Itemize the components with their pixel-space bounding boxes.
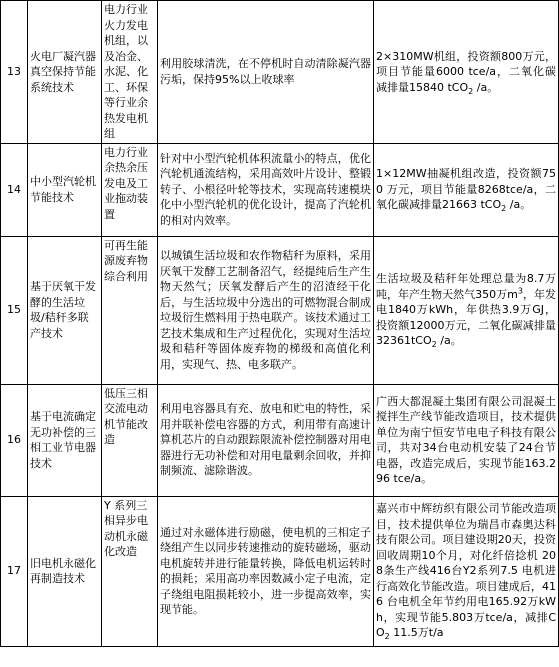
technology-description: 针对中小型汽轮机体积流量小的特点，优化汽轮机通流结构，采用高效叶片设计、整锻转子、小根径叶轮等技术，实现高转速模块化中小型汽轮机的优化设计，提高了汽轮机的相对内效率。 [158, 143, 374, 236]
row-number: 15 [1, 236, 28, 384]
case-study: 广西大都混凝土集团有限公司混凝土搅拌生产线节能改造项目，技术提供单位为南宁恒安节电电子科技有限公司，共对34台电动机安装了24台节电器，改造完成后，实现节能163.296 tce/a。 [374, 384, 559, 496]
application-field: 可再生能源废弃物综合利用 [102, 236, 158, 384]
technology-name: 基于电流确定无功补偿的三相工业节电器技术 [28, 384, 102, 496]
case-text-part: /a。 [506, 198, 532, 212]
case-study [374, 496, 559, 646]
application-field: 电力行业余热余压发电及工业拖动装置 [102, 143, 158, 236]
case-text-part: 嘉兴市中辉纺织有限公司节能改造项目，技术提供单位为瑞昌市森奥达科技有限公司。项目建设期20天，投资回收周期10个月，对化纤倍捻机 208条生产线416台Y2系列7.5 电机进行高效化节能改造。项目建成后，416 台电机全年节约用电165.92万kWh，实现节能5.803万tce/a，减排CO [376, 502, 556, 640]
table-row [1, 1, 559, 144]
table-row [1, 496, 559, 646]
technology-description: 以城镇生活垃圾和农作物秸秆为原料，采用厌氧干发酵工艺制备沼气，经提纯后生产生物天然气；厌氧发酵后产生的沼渣经干化后，与生活垃圾中分选出的可燃物混合制成垃圾衍生燃料用于热电联产。该技术通过工艺技术集成和生产过程优化，实现对生活垃圾和秸秆等固体废弃物的梯级和高值化利用，实现气、热、电多联产。 [158, 236, 374, 384]
row-number: 17 [1, 496, 28, 646]
case-text-part: 11.5万t/a [389, 626, 444, 640]
case-study [374, 1, 559, 144]
case-text-part: 生活垃圾及秸秆年处理总量为8.7万吨，年产生物天然气350万m [376, 272, 556, 301]
application-field: 电力行业火力发电机组，以及冶金、水泥、化工、环保等行业余热发电机组 [102, 1, 158, 144]
case-text-part: ，年发电1840万kWh，年供热3.9万GJ，投资额12000万元，二氧化碳减排量32361tCO [376, 287, 556, 348]
application-field: 低压三相交流电动机节能改造 [102, 384, 158, 496]
technology-description: 利用胶球清洗，在不停机时自动清除凝汽器污垢，保持95%以上收球率 [158, 1, 374, 144]
table-row [1, 143, 559, 236]
table-row [1, 236, 559, 384]
row-number: 16 [1, 384, 28, 496]
technology-description: 通过对永磁体进行励磁，使电机的三相定子绕组产生以同步转速推动的旋转磁场，驱动电机旋转并进行能量转换，降低电机运转时的损耗；采用高功率因数减小定子电流，定子绕组电阻损耗较小，进一步提高效率，实现节能。 [158, 496, 374, 646]
technology-description: 利用电容器具有充、放电和贮电的特性，采用并联补偿电容器的方式，利用带有高速计算机芯片的自动跟踪限流补偿控制器对用电器进行无功补偿和对用电量剩余回收，并抑制频流、滤除谐波。 [158, 384, 374, 496]
technology-name: 旧电机永磁化再制造技术 [28, 496, 102, 646]
case-text-part: 1×12MW抽凝机组改造，投资额750 万元，项目节能量8268tce/a，二氧化碳减排量21663 tCO [376, 167, 556, 212]
technology-name: 中小型汽轮机节能技术 [28, 143, 102, 236]
subscript: 2 [468, 86, 474, 96]
subscript: 2 [501, 204, 507, 214]
technology-name: 火电厂凝汽器真空保持节能系统技术 [28, 1, 102, 144]
table-row [1, 384, 559, 496]
row-number: 13 [1, 1, 28, 144]
case-text-part: 2×310MW机组，投资额800万元，项目节能量6000 tce/a，二氧化碳减排量15840 tCO [376, 49, 556, 94]
technology-name: 基于厌氧干发酵的生活垃圾/秸秆多联产技术 [28, 236, 102, 384]
case-study [374, 143, 559, 236]
case-study [374, 236, 559, 384]
case-text-part: /a。 [473, 80, 499, 94]
superscript: 3 [517, 286, 523, 296]
subscript: 2 [384, 632, 390, 642]
subscript: 2 [431, 340, 437, 350]
case-text-part: /a。 [436, 334, 462, 348]
application-field: Y 系列三相异步电动机永磁化改造 [102, 496, 158, 646]
row-number: 14 [1, 143, 28, 236]
